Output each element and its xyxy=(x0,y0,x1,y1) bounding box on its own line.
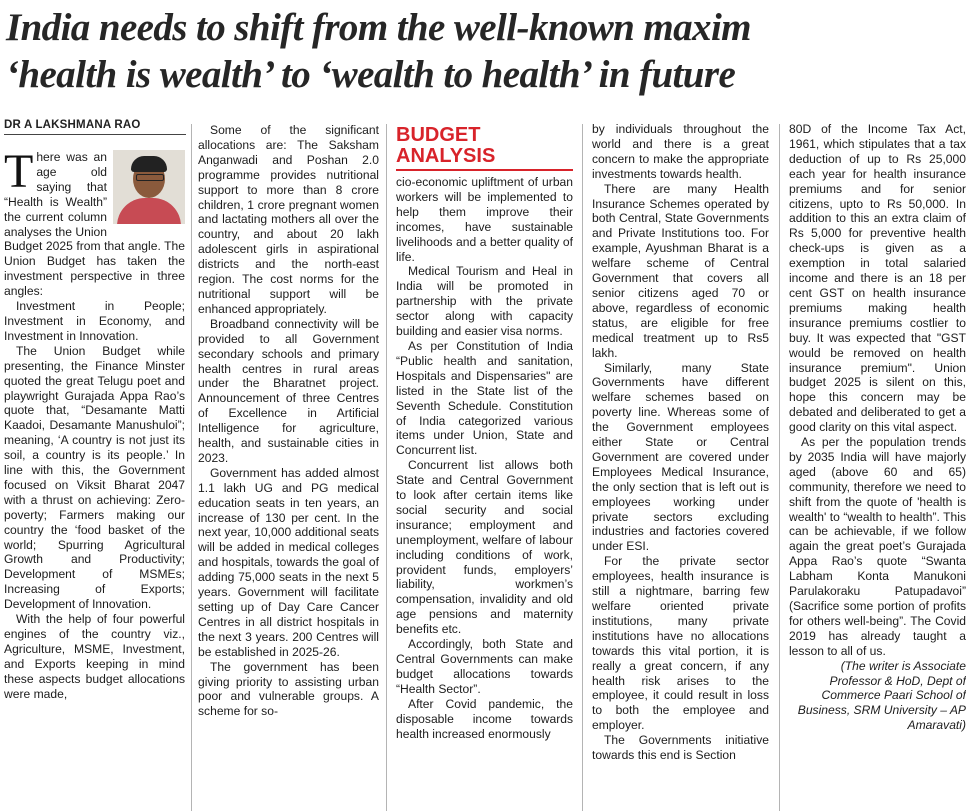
article-paragraph: As per Constitution of India “Public health and sanitation, Hospitals and Dispensaries" are listed in the State list of the Seventh Schedule. Constitution of India categorized various items under Union, State and Concurrent list. xyxy=(396,338,573,458)
article-paragraph: The Governments initiative towards this end is Section xyxy=(592,733,769,763)
article-paragraph: Broadband connectivity will be provided to all Government secondary schools and primary health centres in rural areas under the Bharatnet project. Announcement of three Centres of Excellence in Artificial Intelligence for agriculture, health, and sustainable cities in 2023. xyxy=(198,316,379,465)
article-paragraph: 80D of the Income Tax Act, 1961, which stipulates that a tax deduction of up to Rs 25,000 each year for health insurance premiums and for senior citizens, upto to Rs 50,000. In addition to this an extra claim of Rs 5,000 for preventive health check-ups is given as a exemption in total salaried income and there is an 18 per cent GST on health insurance premiums making health insurance premiums costlier to buy. It was expected that "GST would be removed on health insurance premium". Union budget 2025 is silent on this, hope this concern may be debated and deliberated to get a good clarity on this vital aspect. xyxy=(789,122,966,435)
headline-line-1: India needs to shift from the well-known maxim xyxy=(6,6,751,49)
article-paragraph: As per the population trends by 2035 India will have majorly aged (above 60 and 65) community, therefore we need to shift from the quote of 'health is wealth' to “wealth to health”. This can be achievable, if we follow again the great poet’s Gurajada Appa Rao’s quote “Swanta Labham Konta Manukoni Parulakoraku Patupadavoi” (Sacrifice some portion of profits for others well-being”. The Covid 2019 has already taught a lesson to all of us. xyxy=(789,435,966,658)
column-divider xyxy=(191,124,192,811)
article-column-1 xyxy=(4,150,185,811)
article-paragraph: There was an age old saying that “Health is Wealth” the current column analyses the Union Budget 2025 from that angle. The Union Budget has taken the investment perspective in three angles: xyxy=(4,150,185,299)
author-portrait-photo xyxy=(113,150,185,224)
article-headline xyxy=(6,4,968,98)
article-paragraph: After Covid pandemic, the disposable income towards health increased enormously xyxy=(396,696,573,741)
section-label: BUDGET ANALYSIS xyxy=(396,124,496,167)
headline-line-2: ‘health is wealth’ to ‘wealth to health’ in future xyxy=(6,53,736,96)
column-divider xyxy=(386,124,387,811)
column-divider xyxy=(582,124,583,811)
article-paragraph: Some of the significant allocations are: The Saksham Anganwadi and Poshan 2.0 programme provides nutritional support to more than 8 crore children, 1 crore pregnant women and lactating mothers all over the country, and about 20 lakh adolescent girls in aspirational districts and the north-east region. The cost norms for the nutritional support will be enhanced appropriately. xyxy=(198,123,379,316)
column-divider xyxy=(779,124,780,811)
article-paragraph: For the private sector employees, health insurance is still a nightmare, barring few welfare oriented private institutions, many private institutions have no allocations towards this vital portion, it is really a great concern, if any health risk arises to the employee, it could result in loss to both the employee and employer. xyxy=(592,554,769,733)
article-paragraph: The government has been giving priority to assisting urban poor and vulnerable groups. A scheme for so- xyxy=(198,659,379,719)
author-byline: DR A LAKSHMANA RAO xyxy=(4,119,141,131)
article-column-4 xyxy=(592,122,769,811)
article-paragraph: Investment in People; Investment in Economy, and Investment in Innovation. xyxy=(4,299,185,343)
article-paragraph: With the help of four powerful engines of the country viz., Agriculture, MSME, Investment, and Exports keeping in mind these aspects budget allocations were made, xyxy=(4,612,185,701)
article-paragraph: by individuals throughout the world and there is a great concern to make the appropriate investments towards health. xyxy=(592,122,769,181)
article-paragraph: Similarly, many State Governments have different welfare schemes based on poverty line. Whereas some of the Government employees either State or Central Government are covered under Employees Medical Insurance, the only section that is left out is employees working under private sectors excluding industries and factories covered under ESI. xyxy=(592,360,769,554)
section-label-underline xyxy=(396,169,573,171)
article-column-3 xyxy=(396,122,573,811)
article-column-2 xyxy=(198,123,379,811)
article-paragraph: The Union Budget while presenting, the Finance Minster quoted the great Telugu poet and playwright Gurajada Appa Rao’s quote that, “Desamante Matti Kaadoi, Desamante Manushuloi”; meaning, ‘A country is not just its soil, a country is its people.’ In line with this, the Government focused on Viksit Bharat 2047 with a thrust on achieving: Zero-poverty; Farmers making our country the ‘food basket of the world; Spurring Agricultural Growth and Productivity; Development of MSMEs; Increasing of Exports; Development of Innovation. xyxy=(4,343,185,612)
article-paragraph: Government has added almost 1.1 lakh UG and PG medical education seats in ten years, an increase of 130 per cent. In the next year, 10,000 additional seats will be added in medical colleges and hospitals, towards the goal of adding 75,000 seats in the next 5 years. Government will facilitate setting up of Day Care Cancer Centres in all district hospitals in the next 3 years. 200 Centres will be established in 2025-26. xyxy=(198,465,379,659)
author-credit: (The writer is Associate Professor & HoD, Dept of Commerce Paari School of Business, SRM University – AP Amaravati) xyxy=(797,658,966,733)
article-paragraph: Medical Tourism and Heal in India will be promoted in partnership with the private sector along with capacity building and easier visa norms. xyxy=(396,264,573,339)
article-paragraph: Accordingly, both State and Central Governments can make budget allocations towards “Health Sector”. xyxy=(396,637,573,696)
byline-divider xyxy=(4,134,186,135)
dropcap-letter: T xyxy=(4,150,34,198)
article-column-5 xyxy=(789,122,966,811)
article-paragraph: There are many Health Insurance Schemes operated by both Central, State Governments and Private Institutions too. For example, Ayushman Bharat is a welfare scheme of Central Government that covers all senior citizens aged 70 or above, regardless of economic status, are eligible for free medical treatment up to Rs5 lakh. xyxy=(592,181,769,360)
article-paragraph: Concurrent list allows both State and Central Government to look after certain items like social security and social insurance; employment and unemployment, welfare of labour including conditions of work, provident funds, employers’ liability, workmen’s compensation, invalidity and old age pensions and maternity benefits etc. xyxy=(396,458,573,637)
article-paragraph: cio-economic upliftment of urban workers will be implemented to help them improve their incomes, have sustainable livelihoods and a better quality of life. xyxy=(396,175,573,264)
